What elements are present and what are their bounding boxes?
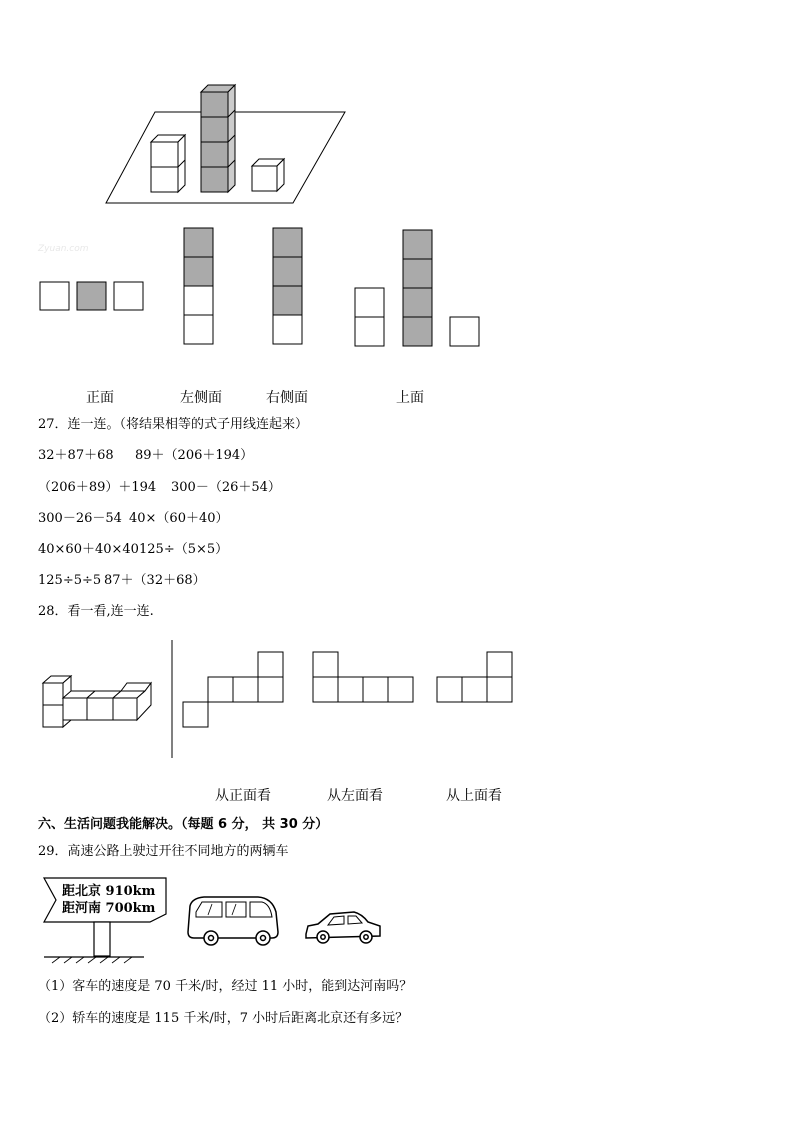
q27-left-3: 300－26－54 <box>38 511 122 526</box>
q27-left-4: 40×60＋40×40 <box>38 542 139 557</box>
q27-right-5: 87＋（32＋68） <box>104 573 206 588</box>
sign-line-2: 距河南 700km <box>62 901 156 916</box>
q29-title: 29．高速公路上驶过开往不同地方的两辆车 <box>38 844 289 859</box>
q27-left-5: 125÷5÷5 <box>38 573 102 588</box>
q27-left-1: 32＋87＋68 <box>38 448 114 463</box>
q27-left-2: （206＋89）＋194 <box>38 480 157 495</box>
q28-label-top: 从上面看 <box>446 788 502 804</box>
view-label-front: 正面 <box>86 390 114 406</box>
view-label-top: 上面 <box>396 390 424 406</box>
q29-sub1: （1）客车的速度是 70 千米/时，经过 11 小时，能到达河南吗？ <box>38 979 413 994</box>
bus-icon <box>188 897 278 945</box>
q27-right-1: 89＋（206＋194） <box>135 448 254 463</box>
q27-title: 27．连一连。（将结果相等的式子用线连起来） <box>38 417 309 432</box>
view-label-left: 左侧面 <box>180 390 222 406</box>
view-label-right: 右侧面 <box>266 390 308 406</box>
section6-title: 六、生活问题我能解决。（每题 6 分， 共 30 分） <box>38 817 329 832</box>
q27-right-2: 300－（26＋54） <box>171 480 281 495</box>
q28-title: 28．看一看,连一连. <box>38 604 154 619</box>
q28-label-front: 从正面看 <box>215 788 271 804</box>
sign-line-1: 距北京 910km <box>62 884 156 899</box>
car-icon <box>306 912 380 943</box>
q28-label-left: 从左面看 <box>327 788 383 804</box>
q29-sub2: （2）轿车的速度是 115 千米/时，7 小时后距离北京还有多远？ <box>38 1011 409 1026</box>
watermark: Zyuan.com <box>38 244 89 254</box>
q27-right-3: 40×（60＋40） <box>129 511 229 526</box>
q27-right-4: 125÷（5×5） <box>139 542 229 557</box>
